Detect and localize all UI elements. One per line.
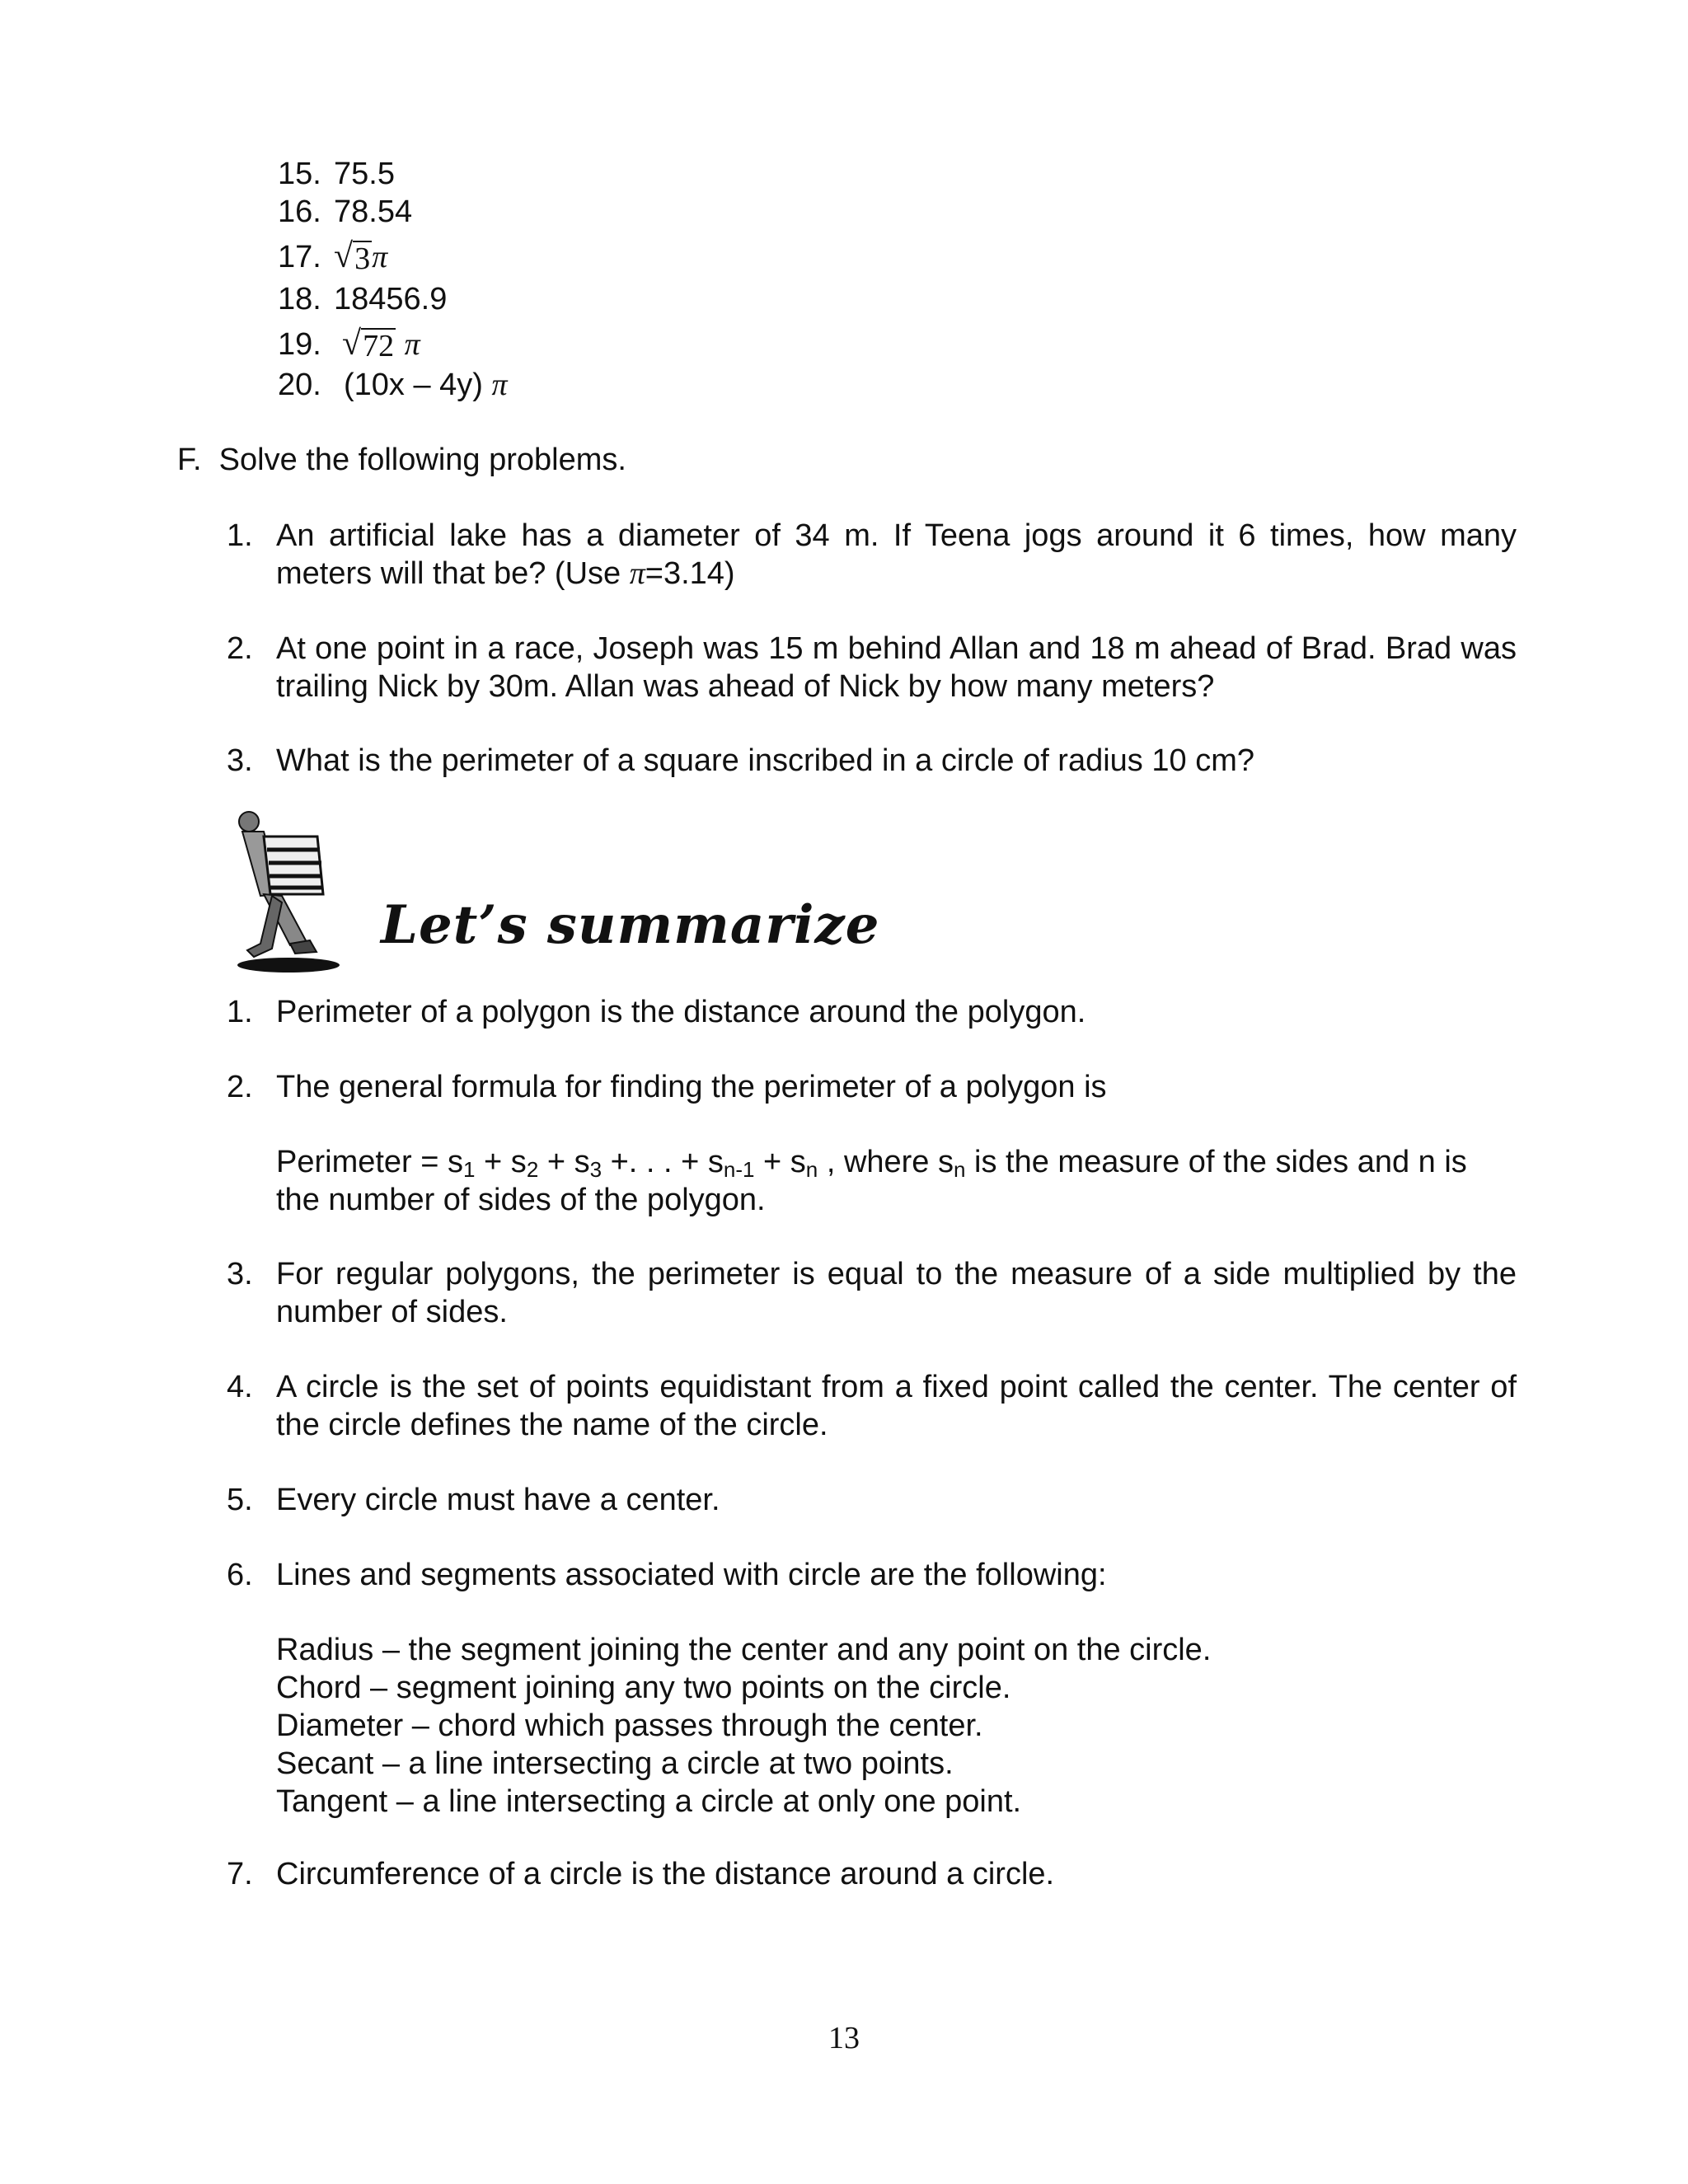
page-number: 13: [828, 2021, 860, 2055]
summary-text: Every circle must have a center.: [276, 1483, 720, 1517]
summary-text: For regular polygons, the perimeter is equal to the measure of a side multiplied by the number of sides.: [276, 1257, 1517, 1329]
problem-text: At one point in a race, Joseph was 15 m behind Allan and 18 m ahead of Brad. Brad was trailing Nick by 30m. Allan was ahead of Nick by how many meters?: [276, 631, 1517, 704]
answer-value: 18456.9: [334, 282, 448, 316]
problem-text: An artificial lake has a diameter of 34 m. If Teena jogs around it 6 times, how many meters will that be? (Use: [276, 518, 1517, 591]
summary-number: 3.: [227, 1257, 253, 1291]
square-root-expression: √ 72: [342, 325, 395, 363]
problem-2: [227, 630, 1517, 705]
summary-item-5: [227, 1481, 1517, 1519]
summary-item-6: [227, 1556, 1517, 1594]
answer-18: [278, 280, 508, 318]
answer-value: 75.5: [334, 157, 395, 191]
perimeter-formula: Perimeter = $s_1 + s_2 + s_3$ +. . . + $s_{n-1} + s_n$ , where $s_n$ is the measure of the sides and n is the number of sides of the polygon.: [276, 1145, 1467, 1217]
summary-title: Let’s summarize: [381, 894, 880, 956]
answer-value: (10x – 4y): [344, 368, 483, 402]
pi-symbol: π: [372, 240, 388, 274]
answer-number: 18.: [278, 282, 321, 316]
definition-secant: Secant – a line intersecting a circle at two points.: [276, 1746, 954, 1781]
answer-number: 19.: [278, 327, 321, 362]
summary-item-2: [227, 1068, 1517, 1106]
pi-symbol: π: [491, 368, 508, 402]
man-carrying-books-icon: [231, 804, 371, 977]
answer-17: [278, 231, 508, 280]
section-f-heading: F. Solve the following problems.: [177, 443, 626, 477]
summary-item-4: [227, 1368, 1517, 1444]
summary-text: Circumference of a circle is the distance around a circle.: [276, 1857, 1055, 1891]
summary-text: Perimeter of a polygon is the distance around the polygon.: [276, 995, 1086, 1029]
answer-16: [278, 193, 508, 231]
summary-number: 4.: [227, 1370, 253, 1404]
problem-3: [227, 742, 1517, 780]
circle-definitions: [227, 1631, 1517, 1821]
problem-number: 2.: [227, 631, 253, 666]
summary-number: 2.: [227, 1070, 253, 1104]
problem-text: What is the perimeter of a square inscribed in a circle of radius 10 cm?: [276, 743, 1254, 778]
square-root-expression: √ 3: [334, 237, 371, 276]
answer-value: 78.54: [334, 194, 413, 229]
definition-diameter: Diameter – chord which passes through the center.: [276, 1708, 983, 1743]
problem-number: 1.: [227, 518, 253, 553]
answer-19: [278, 318, 508, 366]
summary-item-3: [227, 1255, 1517, 1331]
summary-text: A circle is the set of points equidistant from a fixed point called the center. The center of the circle defines the name of the circle.: [276, 1370, 1517, 1442]
answer-15: [278, 155, 508, 193]
answer-number: 15.: [278, 157, 321, 191]
pi-symbol: π: [629, 556, 645, 591]
answer-list: [278, 155, 508, 404]
summary-number: 7.: [227, 1857, 253, 1891]
summary-item-7: [227, 1855, 1517, 1893]
problem-number: 3.: [227, 743, 253, 778]
summary-number: 5.: [227, 1483, 253, 1517]
definition-tangent: Tangent – a line intersecting a circle at only one point.: [276, 1784, 1022, 1819]
summary-number: 1.: [227, 995, 253, 1029]
problem-text-end: =3.14): [645, 556, 735, 591]
summary-number: 6.: [227, 1558, 253, 1592]
definition-chord: Chord – segment joining any two points on the circle.: [276, 1671, 1011, 1705]
answer-number: 16.: [278, 194, 321, 229]
definition-radius: Radius – the segment joining the center and any point on the circle.: [276, 1633, 1212, 1667]
summary-text: The general formula for finding the perimeter of a polygon is: [276, 1070, 1107, 1104]
summary-illustration: [231, 804, 371, 977]
summary-item-1: [227, 993, 1517, 1031]
problem-1: [227, 517, 1517, 593]
answer-number: 17.: [278, 240, 321, 274]
answer-number: 20.: [278, 368, 321, 402]
pi-symbol: π: [404, 327, 420, 362]
answer-20: [278, 366, 508, 404]
summary-text: Lines and segments associated with circle are the following:: [276, 1558, 1107, 1592]
